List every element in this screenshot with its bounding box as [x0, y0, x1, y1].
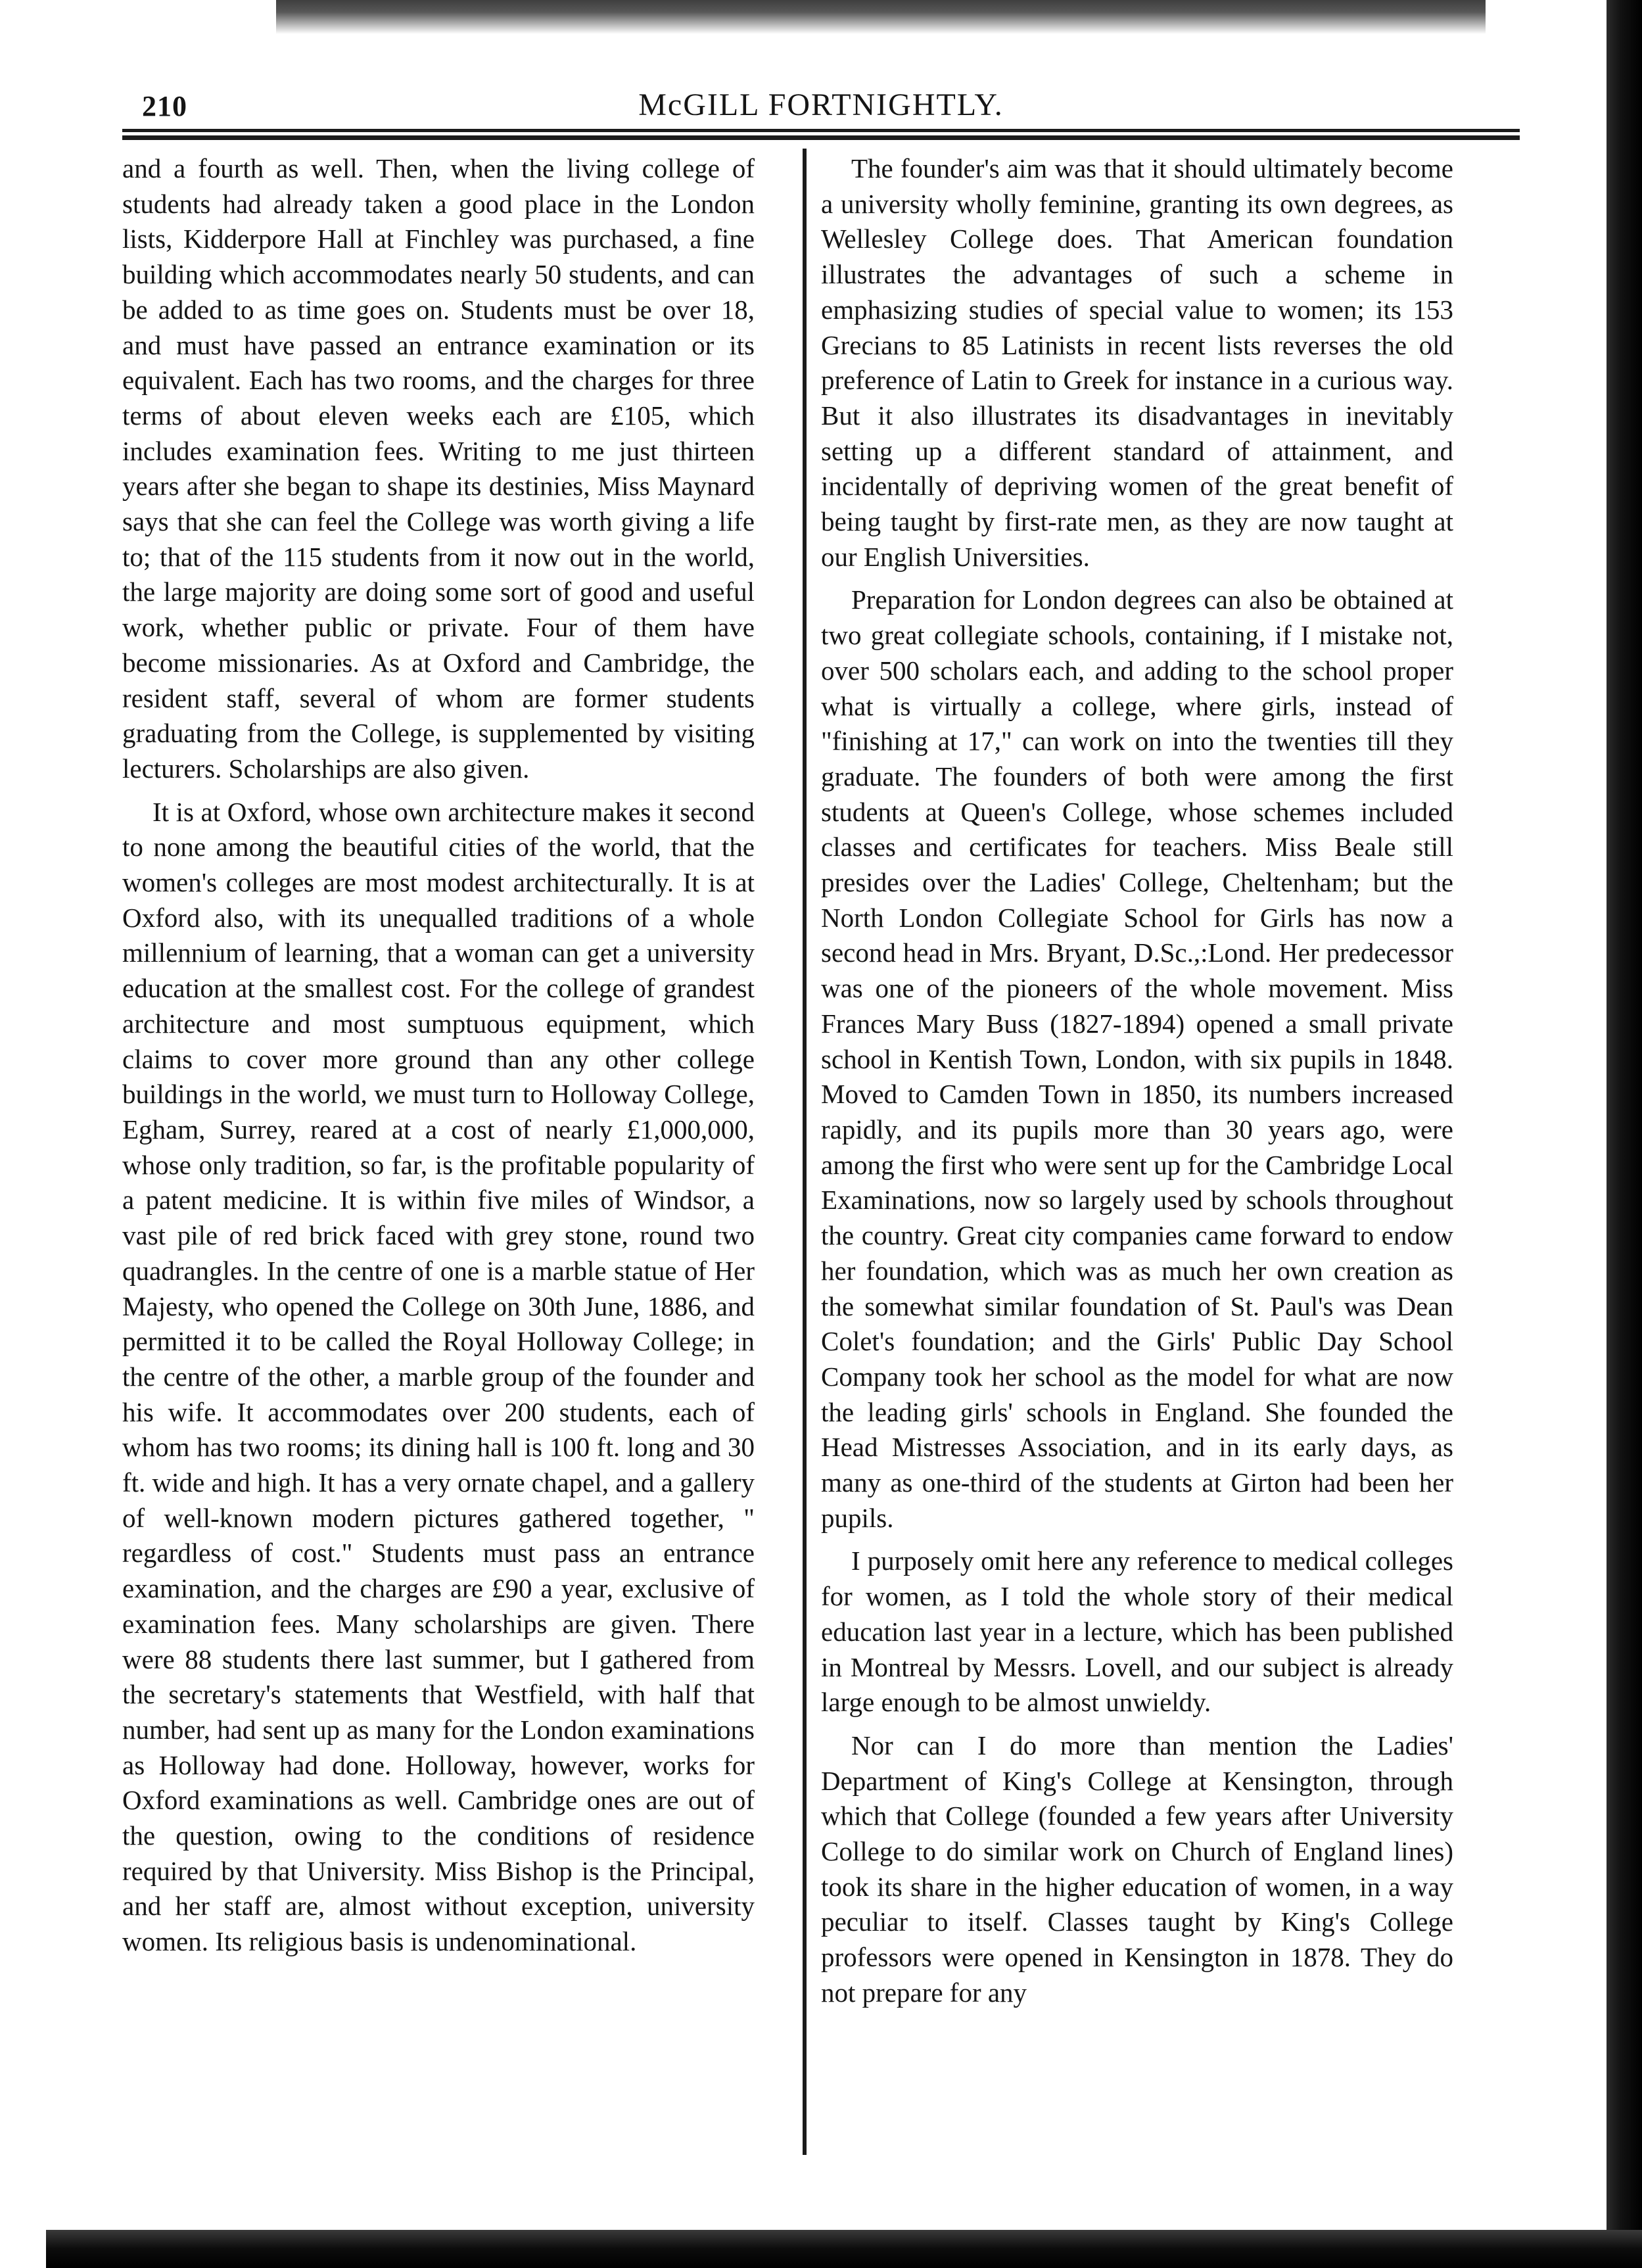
- scan-right-edge: [1607, 0, 1642, 2268]
- header-rule-thick: [122, 135, 1520, 140]
- right-paragraph-2: Preparation for London degrees can also be obtained at two great collegiate schools, containing, if I mistake not, over 500 scholars each, and adding to the school proper what is virtually a college, where girls, instead of "finishing at 17," can work on into the twenties till they graduate. The founders of both were among the first students at Queen's College, whose schemes included classes and certificates for teachers. Miss Beale still presides over the Ladies' College, Cheltenham; but the North London Collegiate School for Girls has now a second head in Mrs. Bryant, D.Sc.,:Lond. Her predecessor was one of the pioneers of the whole movement. Miss Frances Mary Buss (1827-1894) opened a small private school in Kentish Town, London, with six pupils in 1848. Moved to Camden Town in 1850, its numbers increased rapidly, and its pupils more than 30 years ago, were among the first who were sent up for the Cambridge Local Examinations, now so largely used by schools throughout the country. Great city companies came forward to endow her foundation, which was as much her own creation as the somewhat similar foundation of St. Paul's was Dean Colet's foundation; and the Girls' Public Day School Company took her school as the model for what are now the leading girls' schools in England. She founded the Head Mistresses Association, and in its early days, as many as one-third of the students at Girton had been her pupils.: [821, 584, 1453, 1533]
- column-divider: [803, 149, 807, 2155]
- header-rule-thin: [122, 129, 1520, 132]
- scan-top-edge: [276, 0, 1486, 34]
- right-paragraph-1: The founder's aim was that it should ultimately become a university wholly feminine, granting its own degrees, as Wellesley College does. That American foundation illustrates the advantages of such a scheme in emphasizing studies of special value to women; its 153 Grecians to 85 Latinists in recent lists reverses the old preference of Latin to Greek for instance in a curious way. But it also illustrates its disadvantages in inevitably setting up a different standard of attainment, and incidentally of depriving women of the great benefit of being taught by first-rate men, as they are now taught at our English Universities.: [821, 153, 1453, 572]
- right-column: [821, 151, 1453, 2143]
- right-paragraph-4: Nor can I do more than mention the Ladies' Department of King's College at Kensington, through which that College (founded a few years after University College to do similar work on Church of England lines) took its share in the higher education of women, in a way peculiar to itself. Classes taught by King's College professors were opened in Kensington in 1878. They do not prepare for any: [821, 1730, 1453, 2008]
- page-number: 210: [142, 90, 187, 122]
- left-paragraph-1: and a fourth as well. Then, when the living college of students had already taken a good place in the London lists, Kidderpore Hall at Finchley was purchased, a fine building which accommodates nearly 50 students, and can be added to as time goes on. Students must be over 18, and must have passed an entrance examination or its equivalent. Each has two rooms, and the charges for three terms of about eleven weeks each are £105, which includes examination fees. Writing to me just thirteen years after she began to shape its destinies, Miss Maynard says that she can feel the College was worth giving a life to; that of the 115 students from it now out in the world, the large majority are doing some sort of good and useful work, whether public or private. Four of them have become missionaries. As at Oxford and Cambridge, the resident staff, several of whom are former students graduating from the College, is supplemented by visiting lecturers. Scholarships are also given.: [122, 153, 755, 784]
- scan-bottom-edge: [46, 2230, 1642, 2268]
- left-column: [122, 151, 755, 2143]
- left-paragraph-2: It is at Oxford, whose own architecture makes it second to none among the beautiful cities of the world, that the women's colleges are most modest architecturally. It is at Oxford also, with its unequalled traditions of a whole millennium of learning, that a woman can get a university education at the smallest cost. For the college of grandest architecture and most sumptuous equipment, which claims to cover more ground than any other college buildings in the world, we must turn to Holloway College, Egham, Surrey, reared at a cost of nearly £1,000,000, whose only tradition, so far, is the profitable popularity of a patent medicine. It is within five miles of Windsor, a vast pile of red brick faced with grey stone, round two quadrangles. In the centre of one is a marble statue of Her Majesty, who opened the College on 30th June, 1886, and permitted it to be called the Royal Holloway College; in the centre of the other, a marble group of the founder and his wife. It accommodates over 200 students, each of whom has two rooms; its dining hall is 100 ft. long and 30 ft. wide and high. It has a very ornate chapel, and a gallery of well-known modern pictures gathered together, " regardless of cost." Students must pass an entrance examination, and the charges are £90 a year, exclusive of examination fees. Many scholarships are given. There were 88 students there last summer, but I gathered from the secretary's statements that Westfield, with half that number, had sent up as many for the London examinations as Holloway had done. Holloway, however, works for Oxford examinations as well. Cambridge ones are out of the question, owing to the conditions of residence required by that University. Miss Bishop is the Principal, and her staff are, almost without exception, university women. Its religious basis is undenominational.: [122, 796, 755, 1957]
- right-paragraph-3: I purposely omit here any reference to medical colleges for women, as I told the whole story of their medical education last year in a lecture, which has been published in Montreal by Messrs. Lovell, and our subject is already large enough to be almost unwieldy.: [821, 1546, 1453, 1718]
- running-head-title: McGILL FORTNIGHTLY.: [638, 87, 1004, 122]
